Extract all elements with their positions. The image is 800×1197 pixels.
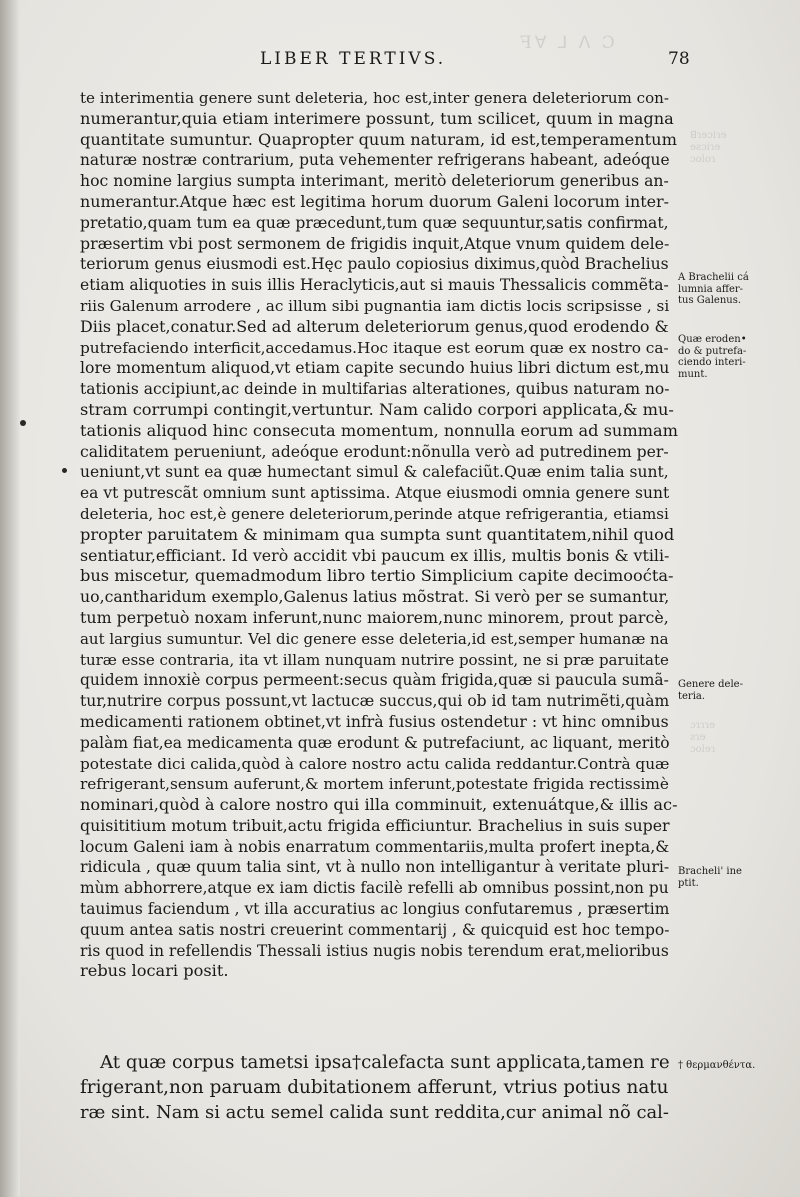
text-line: pretatio,quam tum ea quæ præcedunt,tum quæ sequuntur,satis confirmat, xyxy=(80,213,669,232)
note-line: † θερμανθέντα. xyxy=(678,1060,756,1071)
binding-gutter xyxy=(0,0,20,1197)
marginal-note-genere-deleteria xyxy=(678,679,798,702)
note-line: do & putrefa- xyxy=(678,345,747,357)
paper-blemish xyxy=(20,420,26,426)
note-line: Genere dele- xyxy=(678,679,743,690)
text-line: tationis accipiunt,ac deinde in multifarias alterationes, quibus naturam no- xyxy=(80,380,670,399)
text-line: quantitate sumuntur. Quapropter quum naturam, id est,temperamentum xyxy=(80,129,677,149)
text-line: rebus locari posit. xyxy=(80,961,229,981)
marginal-note-brachelius-calumnia xyxy=(678,272,798,307)
text-line: Diis placet,conatur.Sed ad alterum deleteriorum genus,quod erodendo & xyxy=(80,316,669,336)
text-line: quisititium motum tribuit,actu frigida efficiuntur. Brachelius in suis super xyxy=(80,815,670,835)
text-line: lore momentum aliquod,vt etiam capite secundo huius libri dictum est,mu xyxy=(80,358,670,378)
text-line: tationis aliquod hinc consecuta momentum, nonnulla eorum ad summam xyxy=(80,420,678,440)
text-line: palàm fiat,ea medicamenta quæ erodunt & putrefaciunt, ac liquant, meritò xyxy=(80,733,670,752)
marginal-note-brachelius-ineptit xyxy=(678,866,798,889)
text-line: ueniunt,vt sunt ea quæ humectant simul & calefaciũt.Quæ enim talia sunt, xyxy=(80,463,669,482)
text-line: quidem innoxiè corpus permeent:secus quàm frigida,quæ si paucula sumã- xyxy=(80,671,669,690)
bleed-through-margin-lower: ɔɿɿɿɘ ƨɿɘ ɔolɘɿ xyxy=(690,720,716,755)
text-line: numerantur,quia etiam interimere possunt, tum scilicet, quum in magna xyxy=(80,108,674,128)
note-line: munt. xyxy=(678,368,708,380)
note-line: Quæ eroden• xyxy=(678,334,747,345)
text-line: ræ sint. Nam si actu semel calida sunt reddita,cur animal nõ cal- xyxy=(80,1102,669,1123)
bleed-through-margin: ꓭɿɘɔiɿɘ ɘƨɔiɿɘ ɔoloɿ xyxy=(690,130,727,165)
note-line: A Brachelii cá xyxy=(678,272,749,283)
running-title: LIBER TERTIVS. xyxy=(260,49,447,69)
text-line: nominari,quòd à calore nostro qui illa comminuit, extenuátque,& illis ac- xyxy=(80,795,678,815)
text-line: tauimus faciendum , vt illa accuratius ac longius confutaremus , præsertim xyxy=(80,900,670,919)
text-line: deleteria, hoc est,è genere deleteriorum,perinde atque refrigerantia, etiamsi xyxy=(80,504,669,523)
note-line: ciendo interi- xyxy=(678,357,746,368)
text-line: quum antea satis nostri creuerint commentarij , & quicquid est hoc tempo- xyxy=(80,920,670,939)
text-line: caliditatem perueniunt, adeóque erodunt:nõnulla verò ad putredinem per- xyxy=(80,441,669,461)
marginal-note-greek xyxy=(678,1060,798,1072)
note-line: ptit. xyxy=(678,877,699,889)
text-line: uo,cantharidum exemplo,Galenus latius mõstrat. Si verò per se sumantur, xyxy=(80,587,670,607)
text-line: refrigerant,sensum auferunt,& mortem inferunt,potestate frigida rectissimè xyxy=(80,775,669,794)
text-line: putrefaciendo interficit,accedamus.Hoc itaque est eorum quæ ex nostro ca- xyxy=(80,338,669,357)
text-line: potestate dici calida,quòd à calore nostro actu calida reddantur.Contrà quæ xyxy=(80,754,670,773)
text-line: aut largius sumuntur. Vel dic genere esse deleteria,id est,semper humanæ na xyxy=(80,629,669,648)
text-line: At quæ corpus tametsi ipsa†calefacta sunt applicata,tamen re xyxy=(100,1052,670,1073)
page-number: 78 xyxy=(668,49,690,69)
main-paragraph xyxy=(80,88,678,982)
text-line: bus miscetur, quemadmodum libro tertio Simplicium capite decimooćta- xyxy=(80,566,674,586)
text-line: tum perpetuò noxam inferunt,nunc maiorem,nunc minorem, prout parcè, xyxy=(80,607,669,627)
text-line: numerantur.Atque hæc est legitima horum duorum Galeni locorum inter- xyxy=(80,191,669,211)
note-line: teria. xyxy=(678,690,706,702)
text-line: medicamenti rationem obtinet,vt infrà fusius ostendetur : vt hinc omnibus xyxy=(80,711,669,731)
text-line: tur,nutrire corpus possunt,vt lactucæ succus,qui ob id tam nutrimẽti,quàm xyxy=(80,692,670,711)
paper-blemish xyxy=(62,468,67,473)
text-line: frigerant,non paruam dubitationem afferunt, vtrius potius natu xyxy=(80,1077,669,1098)
text-line: te interimentia genere sunt deleteria, hoc est,inter genera deleteriorum con- xyxy=(80,89,669,107)
text-line: sentiatur,efficiant. Id verò accidit vbi paucum ex illis, multis bonis & vtili- xyxy=(80,545,670,565)
text-line: ea vt putrescãt omnium sunt aptissima. Atque eiusmodi omnia genere sunt xyxy=(80,484,670,503)
text-line: ris quod in refellendis Thessali istius nugis nobis terendum erat,melioribus xyxy=(80,941,669,960)
text-line: ridicula , quæ quum talia sint, vt à nullo non intelligantur à veritate pluri- xyxy=(80,857,670,877)
text-line: turæ esse contraria, ita vt illam nunquam nutrire possint, ne si præ paruitate xyxy=(80,650,669,669)
text-line: hoc nomine largius sumpta interimant, meritò deleteriorum generibus an- xyxy=(80,171,669,191)
second-paragraph xyxy=(80,1050,678,1125)
text-line: naturæ nostræ contrarium, puta vehementer refrigerans habeant, adeóque xyxy=(80,151,670,170)
note-line: tus Galenus. xyxy=(678,295,742,306)
text-line: locum Galeni iam à nobis enarratum commentariis,multa profert inepta,& xyxy=(80,836,670,856)
text-line: teriorum genus eiusmodi est.Hęc paulo copiosius diximus,quòd Brachelius xyxy=(80,255,669,274)
text-line: propter paruitatem & minimam qua sumpta sunt quantitatem,nihil quod xyxy=(80,524,675,544)
bleed-through-header: ꟻꓯ ⅃ ⴷ Ɔ xyxy=(520,33,618,53)
text-line: etiam aliquoties in suis illis Heraclyticis,aut si mauis Thessalicis commẽta- xyxy=(80,276,669,295)
note-line: Bracheli' ine xyxy=(678,866,742,877)
text-line: riis Galenum arrodere , ac illum sibi pugnantia iam dictis locis scripsisse , si xyxy=(80,296,670,315)
text-line: mùm abhorrere,atque ex iam dictis facilè refelli ab omnibus possint,non pu xyxy=(80,879,669,898)
text-line: præsertim vbi post sermonem de frigidis inquit,Atque vnum quidem dele- xyxy=(80,233,670,253)
marginal-note-erodendo xyxy=(678,334,798,380)
text-line: stram corrumpi contingit,vertuntur. Nam calido corpori applicata,& mu- xyxy=(80,399,674,419)
note-line: lumnia affer- xyxy=(678,283,744,295)
